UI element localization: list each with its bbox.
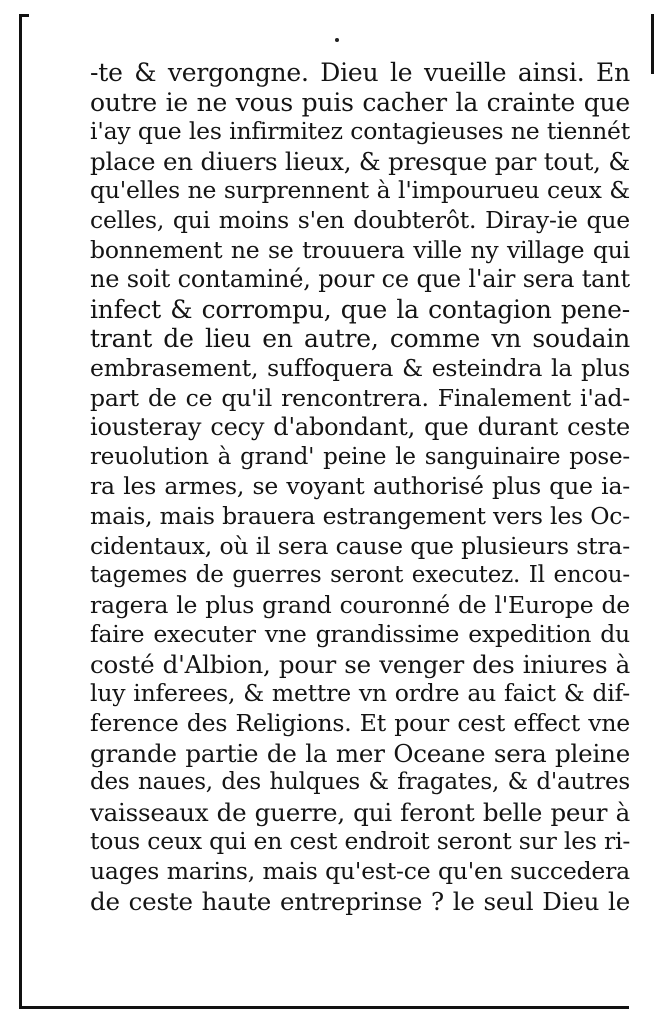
text-line: des naues, des hulques & fragates, & d'autres xyxy=(90,769,630,796)
text-line: uages marins, mais qu'est-ce qu'en succedera xyxy=(90,857,630,886)
text-line: mais, mais brauera estrangement vers les Oc- xyxy=(90,501,630,530)
text-line: embrasement, suffoquera & esteindra la plus xyxy=(90,353,630,382)
page-border-left xyxy=(19,14,22,1009)
page-text xyxy=(90,58,630,916)
page-border-bottom xyxy=(19,1006,629,1009)
page-border-right xyxy=(651,14,654,74)
text-line: place en diuers lieux, & presque par tout, & xyxy=(90,146,630,176)
text-line: ne soit contaminé, pour ce que l'air sera tant xyxy=(90,265,630,294)
text-line: infect & corrompu, que la contagion pene- xyxy=(90,294,630,324)
text-line: tagemes de guerres seront executez. Il encou- xyxy=(90,562,630,589)
text-line: bonnement ne se trouuera ville ny village qui xyxy=(90,235,630,264)
text-line: part de ce qu'il rencontrera. Finalement i'ad- xyxy=(90,383,630,412)
text-line: -te & vergongne. Dieu le vueille ainsi. En xyxy=(90,58,630,87)
text-line: reuolution à grand' peine le sanguinaire pose- xyxy=(90,443,630,470)
text-line: ference des Religions. Et pour cest effect vne xyxy=(90,709,630,738)
text-line: outre ie ne vous puis cacher la crainte que xyxy=(90,87,630,117)
text-line: ra les armes, se voyant authorisé plus que ia- xyxy=(90,472,630,501)
text-line: de ceste haute entreprinse ? le seul Dieu le xyxy=(90,886,630,916)
text-line: faire executer vne grandissime expedition du xyxy=(90,620,630,649)
ink-speck xyxy=(335,38,339,42)
text-line: i'ay que les infirmitez contagieuses ne tiennét xyxy=(90,117,630,146)
text-line: tous ceux qui en cest endroit seront sur les ri- xyxy=(90,827,630,856)
text-line: trant de lieu en autre, comme vn soudain xyxy=(90,324,630,354)
text-line: qu'elles ne surprennent à l'impourueu ceux & xyxy=(90,176,630,205)
text-line: costé d'Albion, pour se venger des iniures à xyxy=(90,649,630,679)
text-line: celles, qui moins s'en doubterôt. Diray-ie que xyxy=(90,205,630,234)
text-line: luy inferees, & mettre vn ordre au faict & dif- xyxy=(90,679,630,708)
text-line: iousteray cecy d'abondant, que durant ceste xyxy=(90,413,630,442)
text-line: vaisseaux de guerre, qui feront belle peur à xyxy=(90,797,630,827)
text-line: grande partie de la mer Oceane sera pleine xyxy=(90,738,630,768)
text-line: ragera le plus grand couronné de l'Europe de xyxy=(90,590,630,619)
page-border-top xyxy=(19,14,29,17)
text-line: cidentaux, où il sera cause que plusieurs stra- xyxy=(90,531,630,560)
